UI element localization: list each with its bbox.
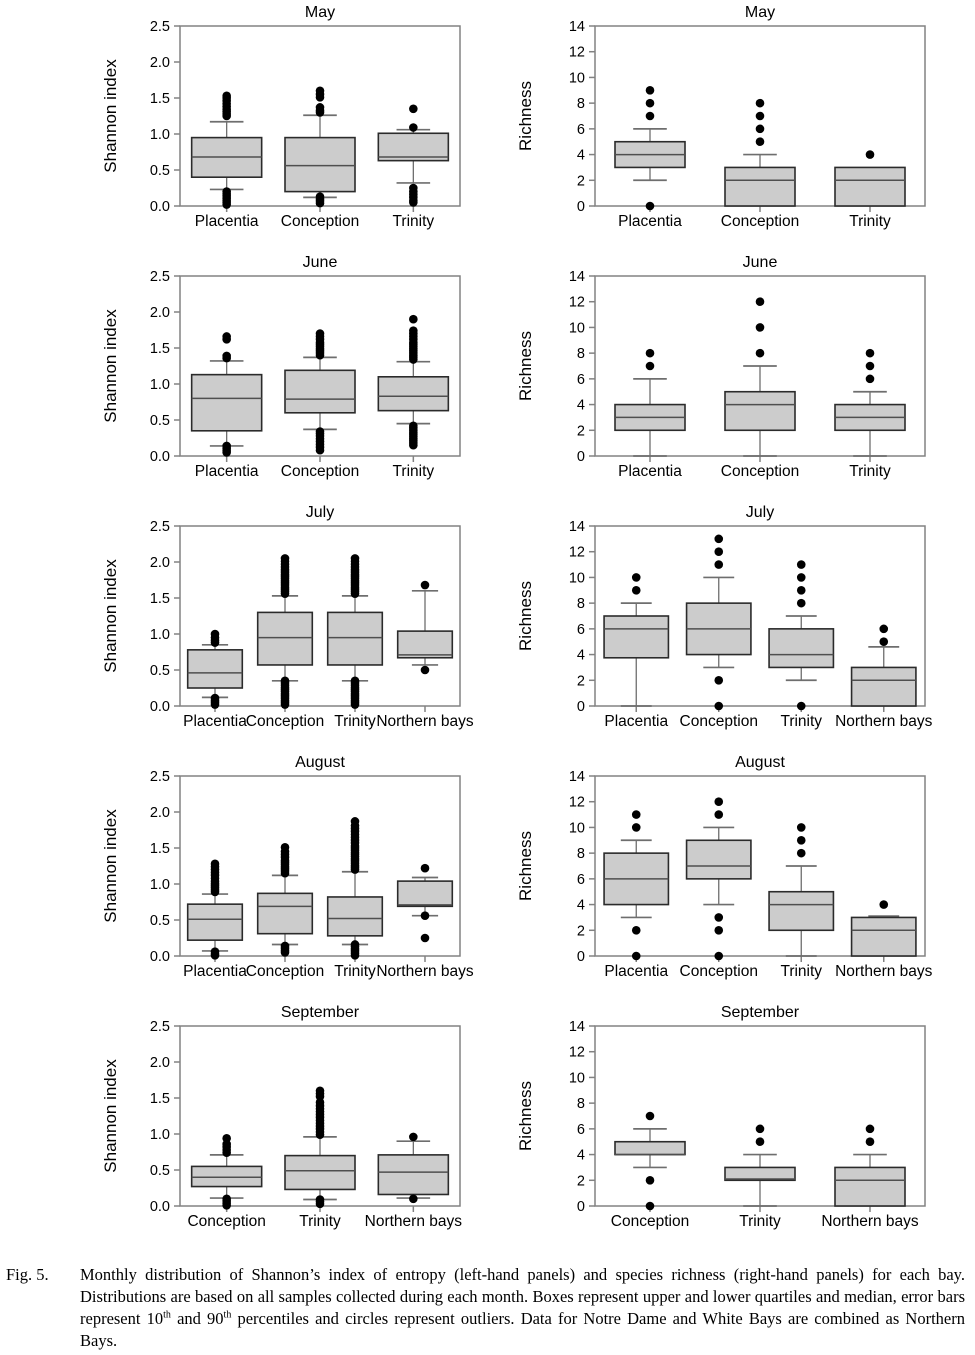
- boxplot-july-richness-trinity: [769, 560, 833, 710]
- y-tick-label: 0.0: [149, 1199, 170, 1215]
- outlier-dot: [866, 150, 875, 159]
- boxplot-august-shannon-trinity: [328, 817, 383, 960]
- outlier-dot: [211, 860, 220, 869]
- boxplot-july-shannon-conception: [258, 554, 313, 709]
- y-tick-label: 14: [568, 519, 585, 535]
- outlier-dot: [211, 947, 220, 956]
- category-label: Trinity: [849, 213, 891, 230]
- boxplot-august-shannon-northern-bays: [398, 864, 453, 942]
- y-tick-label: 6: [576, 371, 585, 388]
- outlier-dot: [797, 823, 806, 832]
- category-label: Conception: [280, 463, 360, 480]
- outlier-dot: [409, 105, 418, 114]
- outlier-dot: [351, 940, 360, 949]
- caption-text: [80, 1264, 969, 1352]
- boxplot-july-shannon-placentia: [188, 630, 243, 709]
- outlier-dot: [421, 911, 430, 920]
- y-tick-label: 2.5: [149, 19, 170, 35]
- outlier-dot: [632, 823, 641, 832]
- boxplot-july-richness-conception: [687, 535, 751, 711]
- y-tick-label: 2.0: [149, 555, 170, 571]
- caption-part-3: percentiles and circles represent outliers. Data for Notre Dame and White Bays are combined as Northern Bays.: [80, 1308, 965, 1350]
- outlier-dot: [222, 352, 231, 361]
- boxplot-august-richness-trinity: [769, 823, 833, 956]
- category-label: Conception: [610, 1213, 690, 1230]
- y-tick-label: 2.5: [149, 769, 170, 785]
- box: [852, 667, 916, 706]
- outlier-dot: [879, 625, 888, 634]
- boxplot-june-shannon-trinity: [378, 315, 448, 450]
- outlier-dot: [421, 934, 430, 943]
- outlier-dot: [714, 560, 723, 569]
- outlier-dot: [646, 112, 655, 121]
- category-label: Northern bays: [364, 1213, 463, 1230]
- y-axis-label: Shannon index: [101, 559, 120, 673]
- outlier-dot: [222, 1195, 231, 1204]
- y-tick-label: 0.0: [149, 949, 170, 965]
- caption-superscript-1: th: [163, 1309, 171, 1321]
- y-axis-label: Richness: [516, 81, 535, 151]
- category-label: Trinity: [780, 713, 823, 730]
- outlier-dot: [646, 349, 655, 358]
- category-label: Trinity: [334, 713, 376, 730]
- outlier-dot: [797, 573, 806, 582]
- outlier-dot: [756, 297, 765, 306]
- outlier-dot: [632, 810, 641, 819]
- caption-superscript-2: th: [223, 1309, 232, 1321]
- outlier-dot: [866, 349, 875, 358]
- box: [687, 840, 751, 879]
- boxplot-july-richness-placentia: [604, 573, 668, 706]
- y-axis-label: Shannon index: [101, 309, 120, 423]
- y-tick-label: 6: [576, 871, 585, 888]
- outlier-dot: [866, 375, 875, 384]
- box: [258, 893, 313, 933]
- outlier-dot: [756, 137, 765, 146]
- panel-title: August: [295, 754, 345, 771]
- outlier-dot: [756, 125, 765, 134]
- outlier-dot: [281, 843, 290, 852]
- outlier-dot: [866, 1125, 875, 1134]
- category-label: Trinity: [334, 963, 376, 980]
- category-label: Trinity: [849, 463, 891, 480]
- category-label: Trinity: [739, 1213, 781, 1230]
- y-tick-label: 1.0: [149, 627, 170, 643]
- box: [192, 375, 262, 431]
- y-tick-label: 2: [576, 423, 585, 440]
- boxplot-july-richness-northern-bays: [852, 625, 916, 706]
- y-tick-label: 2.0: [149, 55, 170, 71]
- outlier-dot: [756, 349, 765, 358]
- boxplot-august-shannon-placentia: [188, 860, 243, 960]
- boxplot-july-shannon-northern-bays: [398, 581, 453, 675]
- y-tick-label: 2.5: [149, 1019, 170, 1035]
- y-tick-label: 14: [568, 269, 585, 285]
- boxplot-september-shannon-northern-bays: [378, 1133, 448, 1204]
- y-tick-label: 0.0: [149, 699, 170, 715]
- y-tick-label: 0.0: [149, 449, 170, 465]
- outlier-dot: [646, 1202, 655, 1211]
- y-tick-label: 4: [576, 397, 585, 414]
- box: [604, 616, 668, 658]
- box: [378, 1155, 448, 1195]
- outlier-dot: [797, 836, 806, 845]
- boxplot-september-richness-conception: [615, 1112, 685, 1211]
- outlier-dot: [409, 123, 418, 132]
- outlier-dot: [351, 677, 360, 686]
- outlier-dot: [756, 99, 765, 108]
- outlier-dot: [756, 323, 765, 332]
- boxplot-june-richness-conception: [725, 297, 795, 456]
- y-tick-label: 4: [576, 1147, 585, 1164]
- outlier-dot: [714, 926, 723, 935]
- outlier-dot: [281, 554, 290, 563]
- category-label: Trinity: [392, 463, 435, 480]
- y-tick-label: 2: [576, 673, 585, 690]
- outlier-dot: [714, 797, 723, 806]
- panel-title: September: [280, 1004, 360, 1021]
- panel-june-richness: [487, 250, 974, 500]
- boxplot-may-richness-conception: [725, 99, 795, 206]
- y-tick-label: 12: [568, 44, 585, 61]
- boxplot-may-richness-trinity: [835, 150, 905, 206]
- y-tick-label: 2.5: [149, 269, 170, 285]
- box: [769, 629, 833, 668]
- category-label: Conception: [679, 963, 758, 980]
- outlier-dot: [797, 849, 806, 858]
- y-axis-label: Shannon index: [101, 809, 120, 923]
- outlier-dot: [409, 326, 418, 335]
- y-axis-label: Richness: [516, 331, 535, 401]
- outlier-dot: [714, 535, 723, 544]
- outlier-dot: [409, 421, 418, 430]
- box: [398, 631, 453, 658]
- y-tick-label: 12: [568, 794, 585, 811]
- y-tick-label: 1.5: [149, 841, 170, 857]
- y-tick-label: 1.0: [149, 877, 170, 893]
- y-axis-label: Shannon index: [101, 1059, 120, 1173]
- outlier-dot: [316, 192, 325, 201]
- category-label: Northern bays: [835, 713, 933, 730]
- category-label: Placentia: [194, 463, 259, 480]
- outlier-dot: [351, 817, 360, 826]
- outlier-dot: [646, 1176, 655, 1185]
- y-tick-label: 8: [576, 96, 585, 113]
- y-tick-label: 2: [576, 173, 585, 190]
- y-tick-label: 4: [576, 897, 585, 914]
- outlier-dot: [646, 362, 655, 371]
- category-label: Conception: [280, 213, 360, 230]
- y-tick-label: 6: [576, 621, 585, 638]
- y-tick-label: 10: [568, 820, 585, 837]
- y-tick-label: 8: [576, 1096, 585, 1113]
- y-tick-label: 0.0: [149, 199, 170, 215]
- boxplot-june-shannon-placentia: [192, 332, 262, 457]
- y-axis-label: Richness: [516, 581, 535, 651]
- panel-september-richness: [487, 1000, 974, 1250]
- outlier-dot: [632, 586, 641, 595]
- box: [285, 138, 355, 192]
- outlier-dot: [797, 560, 806, 569]
- y-tick-label: 4: [576, 147, 585, 164]
- outlier-dot: [281, 677, 290, 686]
- y-tick-label: 1.0: [149, 127, 170, 143]
- outlier-dot: [211, 694, 220, 703]
- y-tick-label: 12: [568, 1044, 585, 1061]
- outlier-dot: [797, 702, 806, 711]
- category-label: Conception: [245, 963, 325, 980]
- outlier-dot: [222, 332, 231, 341]
- outlier-dot: [421, 581, 430, 590]
- outlier-dot: [866, 362, 875, 371]
- outlier-dot: [316, 1087, 325, 1096]
- y-tick-label: 1.5: [149, 1091, 170, 1107]
- outlier-dot: [409, 315, 418, 324]
- outlier-dot: [756, 112, 765, 121]
- outlier-dot: [281, 942, 290, 951]
- panel-august-shannon: [0, 750, 487, 1000]
- outlier-dot: [879, 637, 888, 646]
- y-tick-label: 1.0: [149, 377, 170, 393]
- y-tick-label: 6: [576, 121, 585, 138]
- y-tick-label: 2.0: [149, 305, 170, 321]
- outlier-dot: [316, 87, 325, 96]
- category-label: Placentia: [604, 963, 669, 980]
- boxplot-july-shannon-trinity: [328, 554, 383, 709]
- boxplot-may-shannon-trinity: [378, 105, 448, 207]
- outlier-dot: [714, 676, 723, 685]
- category-label: Conception: [720, 213, 800, 230]
- y-tick-label: 10: [568, 320, 585, 337]
- y-tick-label: 14: [568, 19, 585, 35]
- y-axis-label: Shannon index: [101, 59, 120, 173]
- outlier-dot: [222, 1134, 231, 1143]
- outlier-dot: [797, 599, 806, 608]
- boxplot-august-richness-conception: [687, 797, 751, 960]
- category-label: Trinity: [780, 963, 823, 980]
- y-tick-label: 0: [576, 199, 585, 215]
- outlier-dot: [316, 103, 325, 112]
- y-tick-label: 1.0: [149, 1127, 170, 1143]
- y-tick-label: 6: [576, 1121, 585, 1138]
- outlier-dot: [222, 92, 231, 101]
- panel-title: September: [720, 1004, 800, 1021]
- panel-title: June: [302, 254, 338, 271]
- outlier-dot: [222, 442, 231, 451]
- panel-may-shannon: [0, 0, 487, 250]
- panel-july-shannon: [0, 500, 487, 750]
- outlier-dot: [646, 99, 655, 108]
- y-tick-label: 10: [568, 570, 585, 587]
- box: [725, 167, 795, 206]
- box: [615, 1142, 685, 1155]
- boxplot-september-richness-trinity: [725, 1125, 795, 1206]
- category-label: Northern bays: [821, 1213, 919, 1230]
- outlier-dot: [632, 926, 641, 935]
- boxplot-june-richness-trinity: [835, 349, 905, 456]
- outlier-dot: [714, 702, 723, 711]
- panel-title: May: [304, 4, 336, 21]
- outlier-dot: [714, 952, 723, 961]
- category-label: Conception: [679, 713, 758, 730]
- boxplot-september-richness-northern-bays: [835, 1125, 905, 1206]
- boxplot-june-richness-placentia: [615, 349, 685, 456]
- boxplot-august-richness-placentia: [604, 810, 668, 960]
- panel-july-richness: [487, 500, 974, 750]
- panel-title: May: [744, 4, 776, 21]
- outlier-dot: [646, 86, 655, 95]
- outlier-dot: [646, 202, 655, 211]
- outlier-dot: [316, 427, 325, 436]
- boxplot-september-shannon-trinity: [285, 1087, 355, 1209]
- box: [285, 370, 355, 412]
- boxplot-june-shannon-conception: [285, 329, 355, 454]
- outlier-dot: [351, 554, 360, 563]
- box: [328, 612, 383, 665]
- category-label: Conception: [720, 463, 800, 480]
- y-tick-label: 8: [576, 346, 585, 363]
- outlier-dot: [646, 1112, 655, 1121]
- outlier-dot: [421, 666, 430, 675]
- y-tick-label: 8: [576, 846, 585, 863]
- box: [835, 167, 905, 206]
- outlier-dot: [222, 187, 231, 196]
- outlier-dot: [797, 586, 806, 595]
- outlier-dot: [714, 810, 723, 819]
- y-tick-label: 1.5: [149, 91, 170, 107]
- y-tick-label: 0: [576, 1199, 585, 1215]
- box: [328, 897, 383, 936]
- boxplot-august-shannon-conception: [258, 843, 313, 957]
- panel-august-richness: [487, 750, 974, 1000]
- category-label: Placentia: [183, 963, 247, 980]
- category-label: Trinity: [392, 213, 435, 230]
- outlier-dot: [409, 1195, 418, 1204]
- caption-part-1: Monthly distribution of Shannon’s index of entropy (left-hand panels) and species richness (right-hand panels) for each bay. Distributions are based on all samples collected during each month. Boxes represent upper and lower quartiles and median, error bars represent 10: [80, 1265, 965, 1328]
- category-label: Placentia: [194, 213, 259, 230]
- box: [188, 904, 243, 940]
- y-tick-label: 2: [576, 1173, 585, 1190]
- category-label: Northern bays: [835, 963, 933, 980]
- panel-september-shannon: [0, 1000, 487, 1250]
- outlier-dot: [714, 913, 723, 922]
- figure-label: Fig. 5.: [6, 1265, 49, 1284]
- outlier-dot: [211, 630, 220, 639]
- y-tick-label: 4: [576, 647, 585, 664]
- y-tick-label: 10: [568, 1070, 585, 1087]
- category-label: Placentia: [604, 713, 669, 730]
- y-tick-label: 0: [576, 949, 585, 965]
- outlier-dot: [316, 1195, 325, 1204]
- box: [835, 1167, 905, 1206]
- caption-part-2: and 90: [170, 1308, 224, 1328]
- category-label: Placentia: [618, 463, 682, 480]
- y-tick-label: 12: [568, 294, 585, 311]
- outlier-dot: [409, 1133, 418, 1142]
- boxplot-may-shannon-conception: [285, 87, 355, 208]
- box: [285, 1156, 355, 1190]
- outlier-dot: [714, 547, 723, 556]
- box: [852, 917, 916, 956]
- y-tick-label: 0.5: [149, 413, 170, 429]
- category-label: Trinity: [299, 1213, 341, 1230]
- category-label: Conception: [187, 1213, 266, 1230]
- y-tick-label: 1.5: [149, 591, 170, 607]
- outlier-dot: [632, 952, 641, 961]
- panel-title: July: [745, 504, 775, 521]
- category-label: Northern bays: [376, 713, 474, 730]
- y-tick-label: 0: [576, 699, 585, 715]
- boxplot-may-richness-placentia: [615, 86, 685, 210]
- y-tick-label: 2: [576, 923, 585, 940]
- box: [258, 612, 313, 665]
- box: [188, 650, 243, 688]
- figure-caption: [0, 1250, 975, 1352]
- panel-june-shannon: [0, 250, 487, 500]
- y-tick-label: 14: [568, 1019, 585, 1035]
- y-tick-label: 0: [576, 449, 585, 465]
- outlier-dot: [632, 573, 641, 582]
- category-label: Placentia: [618, 213, 682, 230]
- outlier-dot: [756, 1125, 765, 1134]
- outlier-dot: [421, 864, 430, 873]
- y-tick-label: 1.5: [149, 341, 170, 357]
- y-tick-label: 8: [576, 596, 585, 613]
- y-tick-label: 0.5: [149, 663, 170, 679]
- box: [398, 881, 453, 906]
- outlier-dot: [756, 1137, 765, 1146]
- y-tick-label: 0.5: [149, 913, 170, 929]
- boxplot-august-richness-northern-bays: [852, 900, 916, 956]
- y-tick-label: 0.5: [149, 163, 170, 179]
- box: [769, 892, 833, 931]
- boxplot-september-shannon-conception: [192, 1134, 262, 1210]
- outlier-dot: [879, 900, 888, 909]
- outlier-dot: [316, 329, 325, 338]
- y-tick-label: 2.0: [149, 805, 170, 821]
- panel-may-richness: [487, 0, 974, 250]
- panel-title: June: [742, 254, 778, 271]
- y-tick-label: 2.5: [149, 519, 170, 535]
- category-label: Conception: [245, 713, 325, 730]
- y-tick-label: 12: [568, 544, 585, 561]
- y-axis-label: Richness: [516, 831, 535, 901]
- y-tick-label: 14: [568, 769, 585, 785]
- panel-title: August: [735, 754, 785, 771]
- outlier-dot: [866, 1137, 875, 1146]
- category-label: Northern bays: [376, 963, 474, 980]
- outlier-dot: [409, 184, 418, 193]
- box: [725, 392, 795, 431]
- y-tick-label: 10: [568, 70, 585, 87]
- panel-title: July: [305, 504, 335, 521]
- y-tick-label: 2.0: [149, 1055, 170, 1071]
- box: [378, 377, 448, 411]
- category-label: Placentia: [183, 713, 247, 730]
- y-axis-label: Richness: [516, 1081, 535, 1151]
- y-tick-label: 0.5: [149, 1163, 170, 1179]
- boxplot-may-shannon-placentia: [192, 92, 262, 209]
